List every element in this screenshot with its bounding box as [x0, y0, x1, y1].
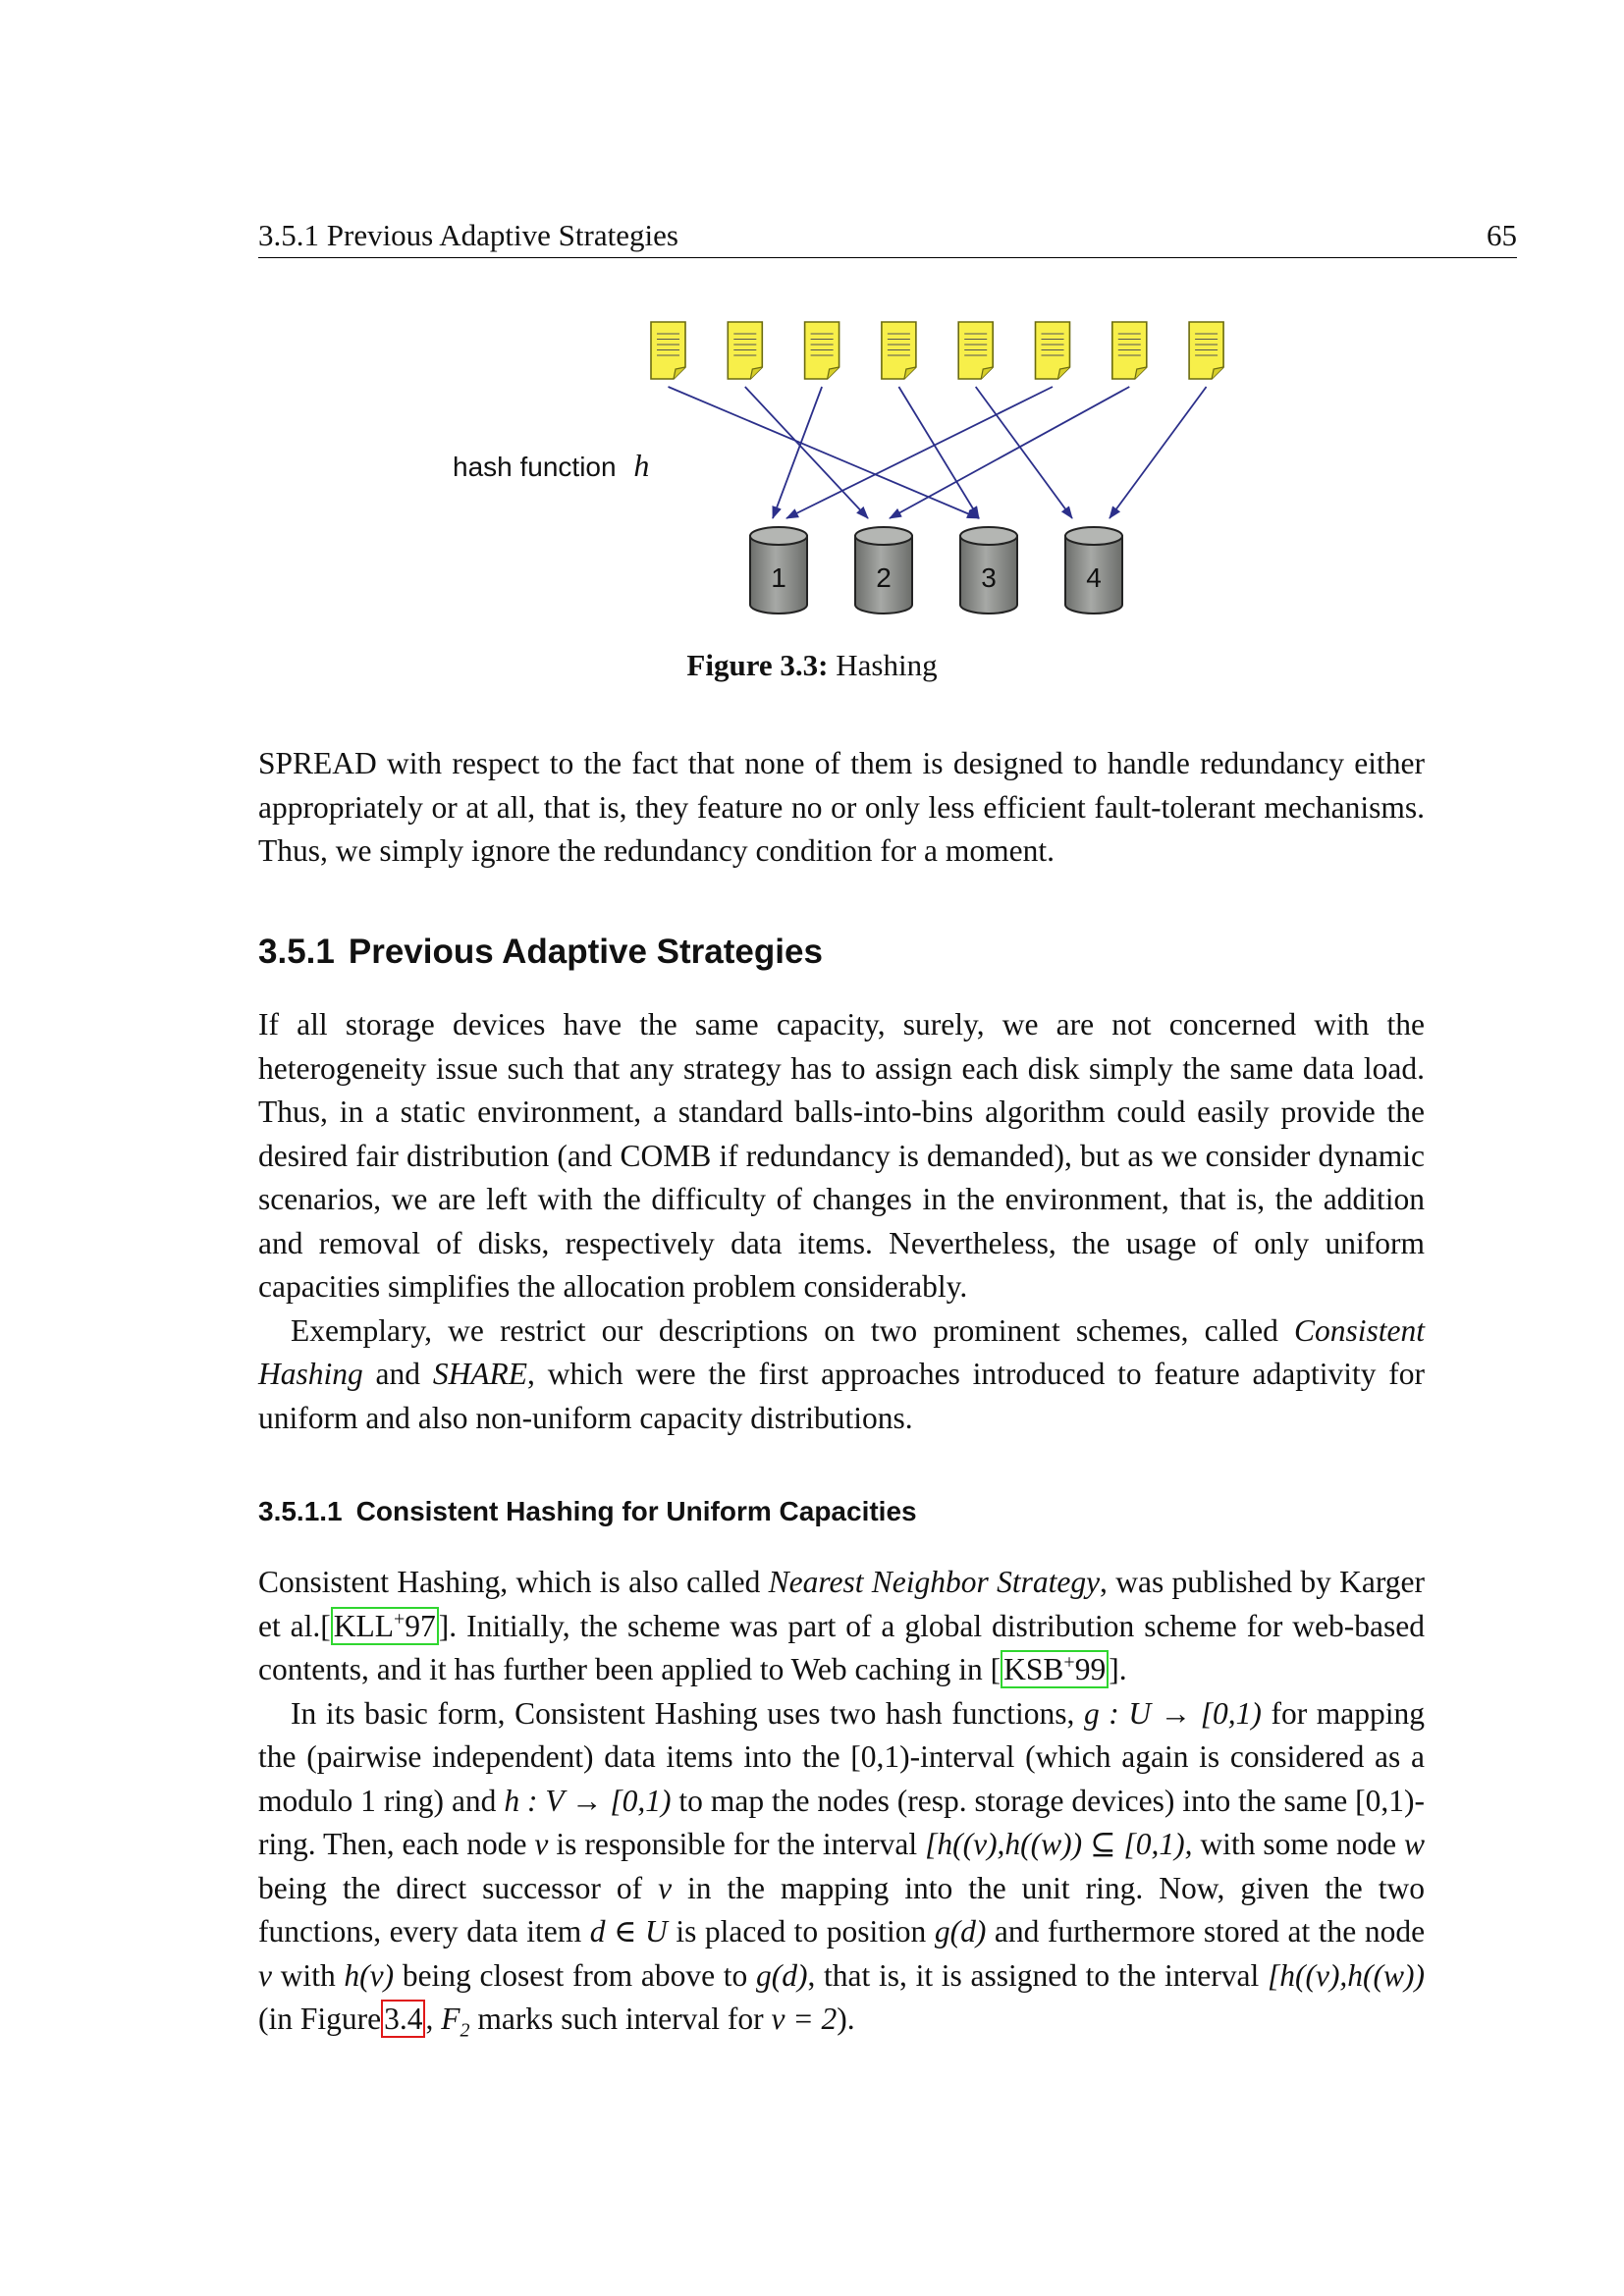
storage-disks	[750, 527, 1122, 614]
document-icon	[882, 322, 916, 379]
hash-symbol: h	[633, 448, 650, 483]
emph-consistent-hashing: Consistent Hashing	[258, 1312, 1425, 1391]
disk-label: 4	[1086, 562, 1102, 593]
running-title: 3.5.1 Previous Adaptive Strategies	[258, 218, 678, 252]
disk-icon	[1065, 527, 1122, 614]
document-icon	[805, 322, 839, 379]
hash-arrow	[786, 387, 1053, 518]
figure-caption	[0, 648, 1624, 683]
hash-function-text: hash function	[453, 452, 617, 482]
data-items	[651, 322, 1223, 379]
document-icon	[728, 322, 762, 379]
document-icon	[1112, 322, 1147, 379]
document-icon	[651, 322, 685, 379]
emph-nearest-neighbor: Nearest Neighbor Strategy	[768, 1565, 1101, 1599]
document-icon	[1036, 322, 1070, 379]
caption-text: Hashing	[836, 648, 938, 682]
hash-arrow	[976, 387, 1072, 518]
subsection-paragraph-2: In its basic form, Consistent Hashing uses two hash functions, g : U → [0,1) for mapping the (pairwise independent) data items into the [0,1)-interval (which again is considered as a modulo 1 ring) and h : V → [0,1) to map the nodes (resp. storage devices) into the same [0,1)-ring. Then, each node v is responsible for the interval [h((v),h((w)) ⊆ [0,1), with some node w being the direct successor of v in the mapping into the unit ring. Now, given the two functions, every data item d ∈ U is placed to position g(d) and furthermore stored at the node v with h(v) being closest from above to g(d), that is, it is assigned to the interval [h((v),h((w)) (in Figure3.4, $F_2$ marks such interval for v = 2).	[258, 1695, 1426, 2042]
hash-arrow	[1110, 387, 1207, 518]
citation-kll97[interactable]: KLL+97	[331, 1607, 439, 1645]
hash-arrows	[669, 387, 1207, 518]
math-g: g : U → [0,1)	[1083, 1695, 1262, 1731]
disk-label: 2	[876, 562, 892, 593]
subsection-body	[258, 1561, 1425, 2042]
section-heading	[258, 933, 823, 972]
hash-function-label	[453, 448, 649, 483]
caption-label: Figure 3.3:	[686, 648, 829, 682]
section-number: 3.5.1	[258, 933, 335, 971]
disk-icon	[750, 527, 807, 614]
document-icon	[958, 322, 993, 379]
document-icon	[1189, 322, 1223, 379]
math-h: h : V → [0,1)	[504, 1783, 672, 1818]
disk-icon	[960, 527, 1017, 614]
hash-arrow	[890, 387, 1129, 518]
hash-arrow	[773, 387, 822, 518]
intro-text: SPREAD with respect to the fact that none of them is designed to handle redundancy either appropriately or at all, that is, they feature no or only less efficient fault-tolerant mechanisms. Thus, we simply ignore the redundancy condition for a moment.	[258, 746, 1425, 868]
section-paragraph-1: If all storage devices have the same capacity, surely, we are not concerned with the heterogeneity issue such that any strategy has to assign each disk simply the same data load. Thus, in a static environment, a standard balls-into-bins algorithm could easily provide the desired fair distribution (and COMB if redundancy is demanded), but as we consider dynamic scenarios, we are left with the difficulty of changes in the environment, that is, the addition and removal of disks, respectively data items. Nevertheless, the usage of only uniform capacities simplifies the allocation problem considerably.	[258, 1007, 1425, 1304]
disk-icon	[855, 527, 912, 614]
page-number: 65	[1487, 218, 1517, 252]
subsection-title: Consistent Hashing for Uniform Capacities	[355, 1496, 917, 1526]
hash-arrow	[669, 387, 980, 518]
subsection-number: 3.5.1.1	[258, 1496, 343, 1526]
math-interval: [h((v),h((w)) ⊆ [0,1),	[925, 1827, 1193, 1861]
disk-label: 3	[981, 562, 997, 593]
hash-arrow	[898, 387, 979, 518]
figure-ref-3-4[interactable]: 3.4	[381, 2000, 425, 2038]
subsection-heading	[258, 1496, 917, 1527]
math-F2: $F_2$	[441, 2002, 470, 2042]
subsection-paragraph-1: Consistent Hashing, which is also called Nearest Neighbor Strategy, was published by Karger et al.[KLL+97]. Initially, the scheme was part of a global distribution scheme for web-based contents, and it has further been applied to Web caching in [KSB+99].	[258, 1565, 1425, 1686]
hash-arrow	[745, 387, 868, 518]
hashing-figure	[0, 0, 1624, 628]
section-paragraph-2: Exemplary, we restrict our descriptions on two prominent schemes, called Consistent Hashing and SHARE, which were the first approaches introduced to feature adaptivity for uniform and also non-uniform capacity distributions.	[258, 1312, 1426, 1435]
disk-label: 1	[771, 562, 786, 593]
citation-ksb99[interactable]: KSB+99	[1001, 1650, 1109, 1688]
section-body	[258, 1003, 1425, 1440]
emph-share: SHARE	[432, 1357, 528, 1391]
section-title: Previous Adaptive Strategies	[348, 933, 823, 971]
intro-paragraph	[258, 742, 1425, 874]
